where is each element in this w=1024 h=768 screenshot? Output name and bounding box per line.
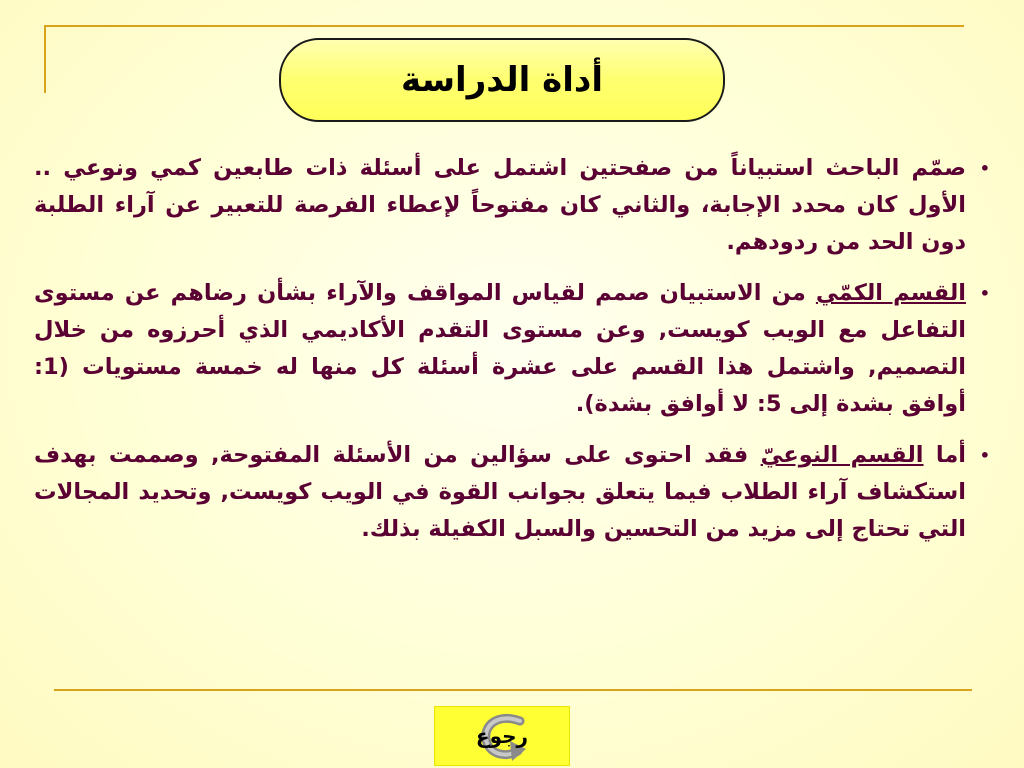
- bullet-icon: •: [979, 159, 990, 178]
- bottom-divider: [54, 689, 972, 691]
- back-button[interactable]: [434, 706, 570, 766]
- left-divider: [44, 25, 46, 93]
- back-button-label: رجوع: [475, 724, 529, 748]
- paragraph-3: [34, 437, 994, 548]
- paragraph-3-prefix: أما: [923, 442, 966, 468]
- quantitative-section-term: القسم الكمّي: [815, 280, 966, 306]
- bullet-icon: •: [979, 284, 990, 303]
- bullet-icon: •: [979, 446, 990, 465]
- paragraph-1-text: صمّم الباحث استبياناً من صفحتين اشتمل على أسئلة ذات طابعين كمي ونوعي .. الأول كان محدد الإجابة، والثاني كان مفتوحاً لإعطاء الفرصة للتعبير عن آراء الطلبة دون الحد من ردودهم.: [34, 155, 966, 255]
- title-box: [279, 38, 725, 122]
- qualitative-section-term: القسم النوعيّ: [760, 442, 924, 468]
- paragraph-2: [34, 275, 994, 423]
- page-title: أداة الدراسة: [400, 60, 603, 100]
- content-area: [34, 150, 994, 562]
- paragraph-3-text: فقد احتوى على سؤالين من الأسئلة المفتوحة, وصممت بهدف استكشاف آراء الطلاب فيما يتعلق بجوانب القوة في الويب كويست, وتحديد المجالات التي تحتاج إلى مزيد من التحسين والسبل الكفيلة بذلك.: [34, 442, 966, 542]
- paragraph-2-text: من الاستبيان صمم لقياس المواقف والآراء بشأن رضاهم عن مستوى التفاعل مع الويب كويست, وعن مستوى التقدم الأكاديمي الذي أحرزوه من خلال التصميم, واشتمل هذا القسم على عشرة أسئلة كل منها له خمسة مستويات (1: أوافق بشدة إلى 5: لا أوافق بشدة).: [34, 280, 966, 417]
- paragraph-1: [34, 150, 994, 261]
- top-divider: [44, 25, 964, 27]
